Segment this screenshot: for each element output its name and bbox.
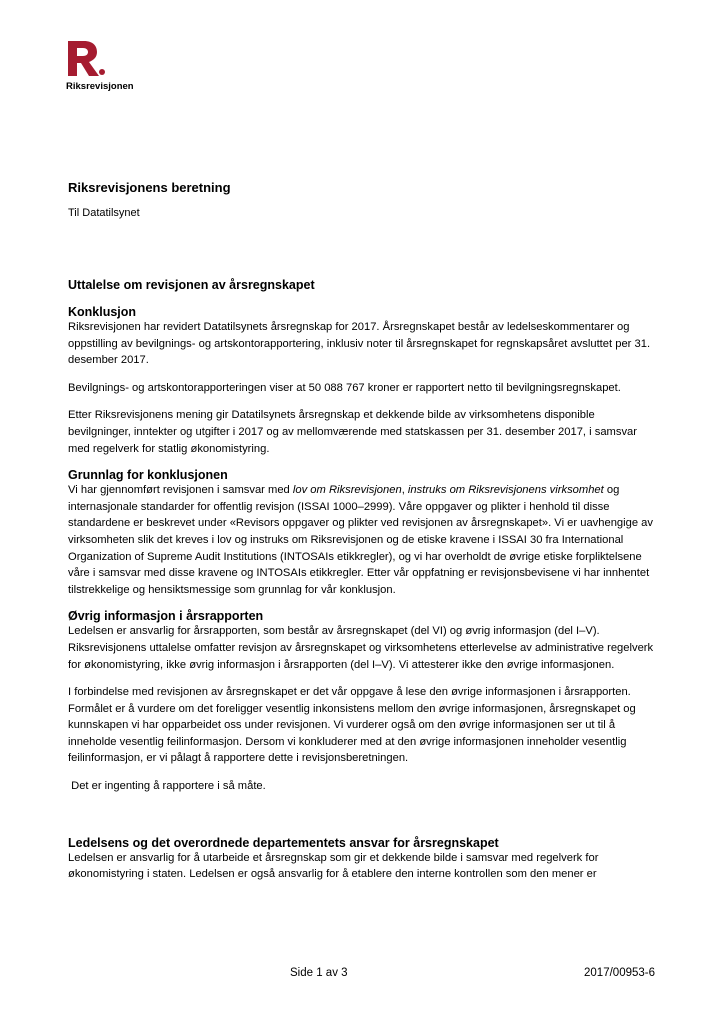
ovrig-heading: Øvrig informasjon i årsrapporten <box>68 609 264 624</box>
grunnlag-text-c: og internasjonale standarder for offentlig revisjon (ISSAI 1000–2999). Våre oppgaver og plikter i henhold til disse standardene er beskrevet under «Revisors oppgaver og plikter ved revisjonen av årsregnskapet». Vi er uavhengige av virksomheten slik det kreves i lov og instruks om Riksrevisjonen og de etiske kravene i ISSAI 30 fra International Organization of Supreme Audit Institutions (INTOSAIs etikkregler), og vi har overholdt de øvrige etiske forpliktelsene våre i samsvar med disse kravene og INTOSAIs etikkregler. Etter vår oppfatning er revisjonsbevisene vi har innhentet tilstrekkelige og hensiktsmessige som grunnlag for vår konklusjon. <box>68 484 654 596</box>
grunnlag-text-b: , <box>401 484 408 497</box>
grunnlag-italic-a: lov om Riksrevisjonen <box>292 484 402 497</box>
case-reference: 2017/00953-6 <box>584 967 655 979</box>
grunnlag-heading: Grunnlag for konklusjonen <box>68 468 228 483</box>
ovrig-paragraph-2: I forbindelse med revisjonen av årsregnskapet er det vår oppgave å lese den øvrige informasjonen i årsrapporten. Formålet er å vurdere om det foreligger vesentlig inkonsistens mellom den øvrige informasjonen, årsregnskapet og kunnskapen vi har opparbeidet oss under revisjonen. Vi vurderer også om den øvrige informasjonen ser ut til å inneholde vesentlig feilinformasjon. Dersom vi konkluderer med at den øvrige informasjonen inneholder vesentlig feilinformasjon, er vi pålagt å rapportere dette i revisjonsberetningen. <box>68 686 636 765</box>
konklusjon-paragraph-3: Etter Riksrevisjonens mening gir Datatilsynets årsregnskap et dekkende bilde av virksomhetens disponible bevilgninger, inntekter og utgifter i 2017 og av mellomværende med statskassen per 31. desember 2017, i samsvar med regelverk for statlig økonomistyring. <box>68 409 638 455</box>
konklusjon-paragraph-2: Bevilgnings- og artskontorapporteringen viser at 50 088 767 kroner er rapportert netto til bevilgningsregnskapet. <box>68 381 621 394</box>
riksrevisjonen-logo <box>66 40 156 96</box>
ovrig-paragraph-3: Det er ingenting å rapportere i så måte. <box>68 780 266 793</box>
section-title: Uttalelse om revisjonen av årsregnskapet <box>68 278 315 292</box>
document-body <box>68 180 658 883</box>
grunnlag-text-a: Vi har gjennomført revisjonen i samsvar med <box>68 484 293 497</box>
konklusjon-paragraph-1: Riksrevisjonen har revidert Datatilsynets årsregnskap for 2017. Årsregnskapet består av ledelseskommentarer og oppstilling av bevilgnings- og artskontorapportering, inklusiv noter til årsregnskapet for regnskapsåret avsluttet per 31. desember 2017. <box>68 321 651 367</box>
ledelsen-paragraph-1: Ledelsen er ansvarlig for å utarbeide et årsregnskap som gir et dekkende bilde i samsvar med regelverk for økonomistyring i staten. Ledelsen er også ansvarlig for å etablere den interne kontrollen som den mener er <box>68 851 599 881</box>
konklusjon-heading: Konklusjon <box>68 305 137 319</box>
ovrig-paragraph-1: Ledelsen er ansvarlig for årsrapporten, som består av årsregnskapet (del VI) og øvrig informasjon (del I–V). Riksrevisjonens uttalelse omfatter revisjon av årsregnskapet og virksomhetens etterlevelse av administrative regelverk for økonomistyring, ikke øvrig informasjon i årsrapporten (del I–V). Vi attesterer ikke den øvrige informasjonen. <box>68 625 654 671</box>
document-title: Riksrevisjonens beretning <box>68 180 231 195</box>
logo-mark-icon <box>66 40 106 78</box>
grunnlag-paragraph <box>68 482 658 598</box>
page-number: Side 1 av 3 <box>290 967 348 979</box>
grunnlag-italic-b: instruks om Riksrevisjonens virksomhet <box>407 484 604 497</box>
logo-name: Riksrevisjonen <box>66 81 134 92</box>
recipient: Til Datatilsynet <box>68 207 140 219</box>
ledelsen-heading: Ledelsens og det overordnede departementets ansvar for årsregnskapet <box>68 835 499 850</box>
